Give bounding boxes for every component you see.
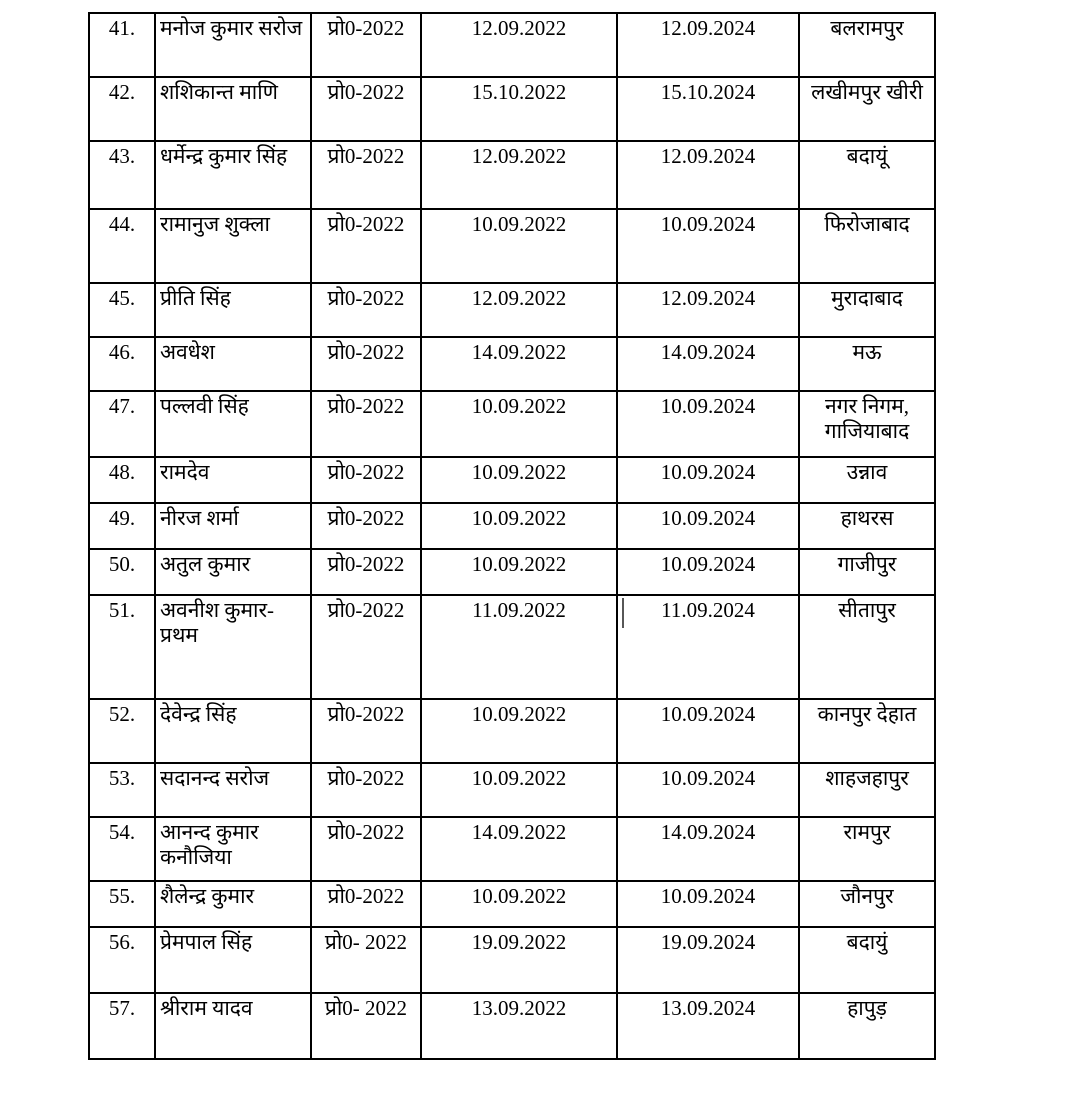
cell-to-date: 10.09.2024: [617, 763, 799, 817]
cell-serial: 48.: [89, 457, 155, 503]
cell-from-date: 14.09.2022: [421, 337, 617, 391]
table-row: [89, 763, 935, 817]
officers-posting-table: [88, 12, 936, 1060]
cell-from-date: 10.09.2022: [421, 503, 617, 549]
cell-name: मनोज कुमार सरोज: [155, 13, 311, 77]
cell-post: प्रो0-2022: [311, 457, 421, 503]
cell-district: मुरादाबाद: [799, 283, 935, 337]
cell-to-date: 10.09.2024: [617, 457, 799, 503]
cell-to-date: 15.10.2024: [617, 77, 799, 141]
cell-name: सदानन्द सरोज: [155, 763, 311, 817]
cell-from-date: 13.09.2022: [421, 993, 617, 1059]
cell-to-date: 14.09.2024: [617, 817, 799, 881]
table-row: [89, 503, 935, 549]
cell-serial: 52.: [89, 699, 155, 763]
cell-from-date: 12.09.2022: [421, 13, 617, 77]
cell-serial: 50.: [89, 549, 155, 595]
cell-name: नीरज शर्मा: [155, 503, 311, 549]
cell-post: प्रो0- 2022: [311, 927, 421, 993]
cell-name: शशिकान्त माणि: [155, 77, 311, 141]
cell-name: श्रीराम यादव: [155, 993, 311, 1059]
cell-to-date: 11.09.2024: [617, 595, 799, 699]
cell-to-date: 12.09.2024: [617, 13, 799, 77]
cell-district: बलरामपुर: [799, 13, 935, 77]
cell-name: प्रीति सिंह: [155, 283, 311, 337]
table-container: [88, 12, 934, 1060]
cell-post: प्रो0-2022: [311, 337, 421, 391]
cell-name: अवनीश कुमार-प्रथम: [155, 595, 311, 699]
cell-to-date: 10.09.2024: [617, 699, 799, 763]
cell-from-date: 14.09.2022: [421, 817, 617, 881]
table-row: [89, 457, 935, 503]
table-row: [89, 817, 935, 881]
table-row: [89, 337, 935, 391]
cell-post: प्रो0-2022: [311, 549, 421, 595]
table-row: [89, 77, 935, 141]
cell-to-date: 10.09.2024: [617, 391, 799, 457]
cell-to-date: 19.09.2024: [617, 927, 799, 993]
table-row: [89, 927, 935, 993]
table-row: [89, 595, 935, 699]
cell-name: शैलेन्द्र कुमार: [155, 881, 311, 927]
cell-district: मऊ: [799, 337, 935, 391]
cell-district: उन्नाव: [799, 457, 935, 503]
cell-from-date: 15.10.2022: [421, 77, 617, 141]
cell-from-date: 10.09.2022: [421, 763, 617, 817]
table-row: [89, 209, 935, 283]
cell-district: शाहजहापुर: [799, 763, 935, 817]
cell-from-date: 10.09.2022: [421, 457, 617, 503]
cell-post: प्रो0- 2022: [311, 993, 421, 1059]
cell-to-date: 10.09.2024: [617, 503, 799, 549]
cell-to-date: 12.09.2024: [617, 283, 799, 337]
cell-serial: 57.: [89, 993, 155, 1059]
cell-district: लखीमपुर खीरी: [799, 77, 935, 141]
cell-to-date: 10.09.2024: [617, 881, 799, 927]
cell-from-date: 10.09.2022: [421, 549, 617, 595]
cell-serial: 46.: [89, 337, 155, 391]
cell-post: प्रो0-2022: [311, 817, 421, 881]
cell-name: रामानुज शुक्ला: [155, 209, 311, 283]
cell-serial: 43.: [89, 141, 155, 209]
cell-from-date: 19.09.2022: [421, 927, 617, 993]
cell-to-date: 10.09.2024: [617, 549, 799, 595]
cell-post: प्रो0-2022: [311, 503, 421, 549]
table-body: [89, 13, 935, 1059]
cell-district: रामपुर: [799, 817, 935, 881]
cell-serial: 49.: [89, 503, 155, 549]
cell-name: अवधेश: [155, 337, 311, 391]
cell-post: प्रो0-2022: [311, 141, 421, 209]
cell-to-date: 12.09.2024: [617, 141, 799, 209]
cell-serial: 53.: [89, 763, 155, 817]
cell-district: बदायुं: [799, 927, 935, 993]
cell-from-date: 10.09.2022: [421, 391, 617, 457]
cell-district: हाथरस: [799, 503, 935, 549]
cell-serial: 41.: [89, 13, 155, 77]
table-row: [89, 549, 935, 595]
cell-serial: 54.: [89, 817, 155, 881]
cell-name: अतुल कुमार: [155, 549, 311, 595]
cell-name: देवेन्द्र सिंह: [155, 699, 311, 763]
cell-from-date: 10.09.2022: [421, 881, 617, 927]
cell-from-date: 10.09.2022: [421, 209, 617, 283]
cell-post: प्रो0-2022: [311, 595, 421, 699]
cell-serial: 51.: [89, 595, 155, 699]
cell-name: आनन्द कुमार कनौजिया: [155, 817, 311, 881]
cell-to-date: 13.09.2024: [617, 993, 799, 1059]
cell-district: बदायूं: [799, 141, 935, 209]
cell-to-date: 10.09.2024: [617, 209, 799, 283]
cell-district: सीतापुर: [799, 595, 935, 699]
cell-district: कानपुर देहात: [799, 699, 935, 763]
cell-post: प्रो0-2022: [311, 391, 421, 457]
cell-district: जौनपुर: [799, 881, 935, 927]
table-row: [89, 993, 935, 1059]
cell-district: गाजीपुर: [799, 549, 935, 595]
cell-from-date: 11.09.2022: [421, 595, 617, 699]
cell-post: प्रो0-2022: [311, 763, 421, 817]
cell-post: प्रो0-2022: [311, 13, 421, 77]
table-row: [89, 699, 935, 763]
cell-from-date: 10.09.2022: [421, 699, 617, 763]
table-row: [89, 283, 935, 337]
cell-serial: 45.: [89, 283, 155, 337]
cell-serial: 55.: [89, 881, 155, 927]
cell-post: प्रो0-2022: [311, 209, 421, 283]
cell-post: प्रो0-2022: [311, 881, 421, 927]
table-row: [89, 391, 935, 457]
cell-to-date: 14.09.2024: [617, 337, 799, 391]
cell-serial: 47.: [89, 391, 155, 457]
cell-post: प्रो0-2022: [311, 699, 421, 763]
cell-district: नगर निगम, गाजियाबाद: [799, 391, 935, 457]
cell-serial: 42.: [89, 77, 155, 141]
cell-name: पल्लवी सिंह: [155, 391, 311, 457]
cell-from-date: 12.09.2022: [421, 141, 617, 209]
table-row: [89, 13, 935, 77]
cell-post: प्रो0-2022: [311, 77, 421, 141]
cell-district: हापुड़: [799, 993, 935, 1059]
cell-serial: 44.: [89, 209, 155, 283]
cell-name: धर्मेन्द्र कुमार सिंह: [155, 141, 311, 209]
cell-name: रामदेव: [155, 457, 311, 503]
cell-name: प्रेमपाल सिंह: [155, 927, 311, 993]
table-row: [89, 881, 935, 927]
table-row: [89, 141, 935, 209]
cell-serial: 56.: [89, 927, 155, 993]
cell-district: फिरोजाबाद: [799, 209, 935, 283]
cell-from-date: 12.09.2022: [421, 283, 617, 337]
scan-artifact-line: [622, 598, 624, 628]
cell-post: प्रो0-2022: [311, 283, 421, 337]
